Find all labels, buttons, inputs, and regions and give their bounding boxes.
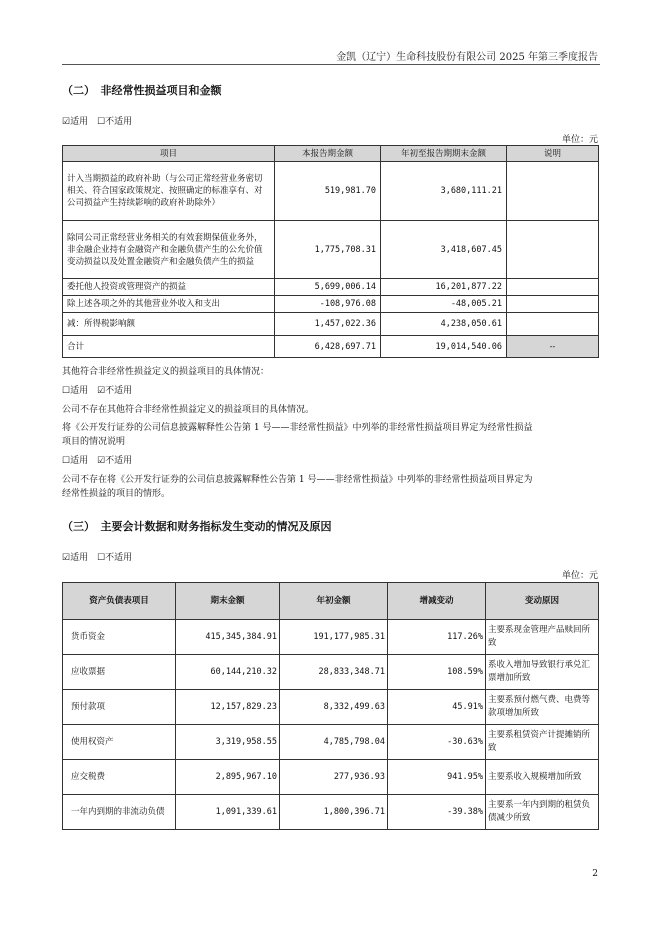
table-row — [63, 162, 599, 221]
row-item: 应交税费 — [63, 760, 176, 795]
row-reason: 主要系一年内到期的租赁负债减少所致 — [486, 795, 599, 830]
row-item: 使用权资产 — [63, 725, 176, 760]
row-ytd: 16,201,877.22 — [381, 279, 507, 296]
unit-label-2: 单位：元 — [561, 571, 598, 581]
row-change: 117.26% — [388, 620, 486, 655]
total-current: 6,428,697.71 — [275, 336, 381, 358]
table-row — [63, 620, 599, 655]
row-change: 941.95% — [388, 760, 486, 795]
table-row — [63, 313, 599, 336]
row-current: 1,457,022.36 — [275, 313, 381, 336]
section-title-changes: （三） 主要会计数据和财务指标发生变动的情况及原因 — [62, 520, 332, 533]
applicability-checkbox-2: ☐适用 ☑不适用 — [62, 386, 133, 396]
row-begin: 8,332,499.63 — [280, 690, 388, 725]
table-row — [63, 760, 599, 795]
row-ytd: 3,418,607.45 — [381, 221, 507, 279]
table-row — [63, 690, 599, 725]
col-header-begin: 年初金额 — [280, 583, 388, 620]
row-reason: 主要系现金管理产品赎回所致 — [486, 620, 599, 655]
row-change: 45.91% — [388, 690, 486, 725]
paragraph-reclass-line1: 将《公开发行证券的公司信息披露解释性公告第 1 号——非经常性损益》中列举的非经常性损益项目界定为经常性损益 — [62, 423, 533, 433]
row-current: 1,775,708.31 — [275, 221, 381, 279]
row-end: 3,319,958.55 — [176, 725, 280, 760]
page-header: 金凯（辽宁）生命科技股份有限公司 2025 年第三季度报告 — [336, 52, 598, 63]
table-row — [63, 296, 599, 313]
row-item: 减：所得税影响额 — [63, 313, 275, 336]
row-current: 519,981.70 — [275, 162, 381, 221]
row-end: 1,091,339.61 — [176, 795, 280, 830]
row-item: 委托他人投资或管理资产的损益 — [63, 279, 275, 296]
row-change: -30.63% — [388, 725, 486, 760]
section-title-nonrecurring: （二） 非经常性损益项目和金额 — [62, 84, 222, 97]
row-item: 货币资金 — [63, 620, 176, 655]
col-header-change: 增减变动 — [388, 583, 486, 620]
row-note — [507, 162, 599, 221]
paragraph-no-other-items: 公司不存在其他符合非经常性损益定义的损益项目的具体情况。 — [62, 405, 315, 415]
row-end: 415,345,384.91 — [176, 620, 280, 655]
row-reason: 系收入增加导致银行承兑汇票增加所致 — [486, 655, 599, 690]
table-header-row — [63, 583, 599, 620]
col-header-ytd: 年初至报告期期末金额 — [381, 146, 507, 162]
col-header-note: 说明 — [507, 146, 599, 162]
row-item: 一年内到期的非流动负债 — [63, 795, 176, 830]
col-header-end: 期末金额 — [176, 583, 280, 620]
col-header-reason: 变动原因 — [486, 583, 599, 620]
applicability-checkbox-1: ☑适用 ☐不适用 — [62, 117, 133, 127]
row-begin: 28,833,348.71 — [280, 655, 388, 690]
balance-change-table — [62, 582, 599, 830]
row-note — [507, 313, 599, 336]
row-note — [507, 296, 599, 313]
row-begin: 4,785,798.04 — [280, 725, 388, 760]
table-row — [63, 655, 599, 690]
table-row — [63, 279, 599, 296]
row-ytd: 3,680,111.21 — [381, 162, 507, 221]
row-current: 5,699,006.14 — [275, 279, 381, 296]
table-total-row — [63, 336, 599, 358]
applicability-checkbox-3: ☐适用 ☑不适用 — [62, 456, 133, 466]
row-end: 12,157,829.23 — [176, 690, 280, 725]
row-item: 计入当期损益的政府补助（与公司正常经营业务密切相关、符合国家政策规定、按照确定的标准享有、对公司损益产生持续影响的政府补助除外） — [63, 162, 275, 221]
paragraph-no-reclass-line1: 公司不存在将《公开发行证券的公司信息披露解释性公告第 1 号——非经常性损益》中列举的非经常性损益项目界定为 — [62, 475, 533, 485]
row-end: 2,895,967.10 — [176, 760, 280, 795]
total-note: -- — [507, 336, 599, 358]
row-ytd: -48,005.21 — [381, 296, 507, 313]
row-item: 除上述各项之外的其他营业外收入和支出 — [63, 296, 275, 313]
col-header-item: 资产负债表项目 — [63, 583, 176, 620]
row-change: 108.59% — [388, 655, 486, 690]
page-number: 2 — [592, 869, 598, 879]
row-item: 除同公司正常经营业务相关的有效套期保值业务外，非金融企业持有金融资产和金融负债产生的公允价值变动损益以及处置金融资产和金融负债产生的损益 — [63, 221, 275, 279]
row-current: -108,976.08 — [275, 296, 381, 313]
col-header-item: 项目 — [63, 146, 275, 162]
table-row — [63, 221, 599, 279]
table-row — [63, 795, 599, 830]
nonrecurring-table — [62, 145, 599, 358]
row-ytd: 4,238,050.61 — [381, 313, 507, 336]
row-change: -39.38% — [388, 795, 486, 830]
unit-label-1: 单位：元 — [561, 135, 598, 145]
header-rule — [62, 64, 600, 65]
row-begin: 1,800,396.71 — [280, 795, 388, 830]
paragraph-no-reclass-line2: 经常性损益的项目的情形。 — [62, 489, 171, 499]
total-item: 合计 — [63, 336, 275, 358]
row-end: 60,144,210.32 — [176, 655, 280, 690]
paragraph-reclass-line2: 项目的情况说明 — [62, 437, 126, 447]
row-begin: 277,936.93 — [280, 760, 388, 795]
row-note — [507, 279, 599, 296]
row-reason: 主要系预付燃气费、电费等款项增加所致 — [486, 690, 599, 725]
table-row — [63, 725, 599, 760]
row-reason: 主要系收入规模增加所致 — [486, 760, 599, 795]
col-header-current: 本报告期金额 — [275, 146, 381, 162]
applicability-checkbox-4: ☑适用 ☐不适用 — [62, 553, 133, 563]
table-header-row — [63, 146, 599, 162]
row-item: 预付款项 — [63, 690, 176, 725]
paragraph-other-items: 其他符合非经常性损益定义的损益项目的具体情况： — [62, 367, 270, 377]
row-note — [507, 221, 599, 279]
row-item: 应收票据 — [63, 655, 176, 690]
row-begin: 191,177,985.31 — [280, 620, 388, 655]
row-reason: 主要系租赁资产计提摊销所致 — [486, 725, 599, 760]
total-ytd: 19,014,540.06 — [381, 336, 507, 358]
